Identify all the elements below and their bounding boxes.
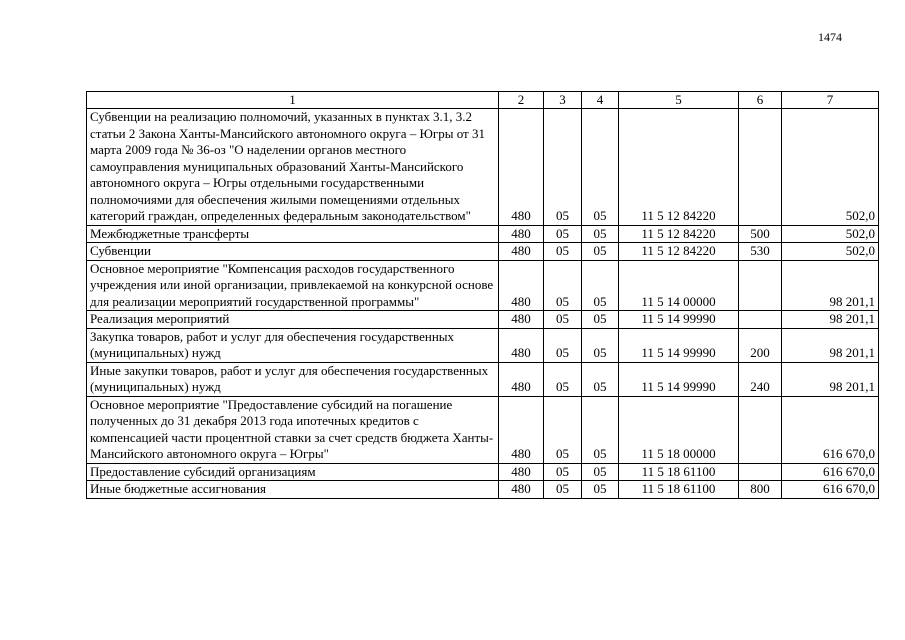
- row-description: Субвенции: [87, 243, 499, 261]
- row-col-6: [739, 260, 782, 311]
- row-col-7: 616 670,0: [782, 481, 879, 499]
- row-col-4: 05: [582, 109, 619, 226]
- row-description: Субвенции на реализацию полномочий, указанных в пунктах 3.1, 3.2 статьи 2 Закона Ханты-Мансийского автономного округа – Югры от 31 марта 2009 года № 36-оз "О наделении органов местного самоуправления муниципальных образований Ханты-Мансийского автономного округа – Югры отдельными государственными полномочиями для обеспечения жилыми помещениями отдельных категорий граждан, определенных федеральным законодательством": [87, 109, 499, 226]
- row-col-4: 05: [582, 362, 619, 396]
- row-col-3: 05: [544, 481, 582, 499]
- header-col-1: 1: [87, 92, 499, 109]
- table-body: [87, 92, 879, 499]
- row-description: Предоставление субсидий организациям: [87, 463, 499, 481]
- row-description: Иные бюджетные ассигнования: [87, 481, 499, 499]
- header-row: [87, 92, 879, 109]
- row-description: Основное мероприятие "Предоставление субсидий на погашение полученных до 31 декабря 2013 года ипотечных кредитов с компенсацией части процентной ставки за счет средств бюджета Ханты-Мансийского автономного округа – Югры": [87, 396, 499, 463]
- header-col-4: 4: [582, 92, 619, 109]
- row-col-2: 480: [499, 463, 544, 481]
- row-col-2: 480: [499, 225, 544, 243]
- row-col-7: 98 201,1: [782, 328, 879, 362]
- row-col-4: 05: [582, 396, 619, 463]
- row-col-5: 11 5 12 84220: [619, 109, 739, 226]
- row-description: Иные закупки товаров, работ и услуг для обеспечения государственных (муниципальных) нужд: [87, 362, 499, 396]
- row-description: Реализация мероприятий: [87, 311, 499, 329]
- table-row: [87, 362, 879, 396]
- table-row: [87, 311, 879, 329]
- row-col-5: 11 5 14 99990: [619, 311, 739, 329]
- row-col-6: 800: [739, 481, 782, 499]
- row-col-4: 05: [582, 463, 619, 481]
- row-col-7: 502,0: [782, 225, 879, 243]
- row-col-7: 616 670,0: [782, 463, 879, 481]
- row-col-3: 05: [544, 225, 582, 243]
- table-row: [87, 396, 879, 463]
- table-row: [87, 225, 879, 243]
- row-col-2: 480: [499, 362, 544, 396]
- row-col-4: 05: [582, 328, 619, 362]
- table-row: [87, 260, 879, 311]
- row-col-5: 11 5 12 84220: [619, 243, 739, 261]
- row-col-5: 11 5 14 99990: [619, 328, 739, 362]
- row-description: Основное мероприятие "Компенсация расходов государственного учреждения или иной организации, привлекаемой на конкурсной основе для реализации мероприятий государственной программы": [87, 260, 499, 311]
- row-col-3: 05: [544, 463, 582, 481]
- row-col-3: 05: [544, 362, 582, 396]
- row-col-5: 11 5 18 00000: [619, 396, 739, 463]
- row-col-3: 05: [544, 328, 582, 362]
- header-col-3: 3: [544, 92, 582, 109]
- row-col-6: [739, 463, 782, 481]
- row-col-6: 200: [739, 328, 782, 362]
- table-row: [87, 243, 879, 261]
- row-col-3: 05: [544, 311, 582, 329]
- header-col-6: 6: [739, 92, 782, 109]
- row-col-2: 480: [499, 311, 544, 329]
- header-col-2: 2: [499, 92, 544, 109]
- row-col-7: 616 670,0: [782, 396, 879, 463]
- row-col-7: 98 201,1: [782, 311, 879, 329]
- row-col-5: 11 5 18 61100: [619, 463, 739, 481]
- row-col-7: 98 201,1: [782, 260, 879, 311]
- page-number: 1474: [818, 30, 842, 44]
- row-col-6: [739, 109, 782, 226]
- table-row: [87, 328, 879, 362]
- row-col-5: 11 5 12 84220: [619, 225, 739, 243]
- row-col-6: 530: [739, 243, 782, 261]
- row-description: Закупка товаров, работ и услуг для обеспечения государственных (муниципальных) нужд: [87, 328, 499, 362]
- table-row: [87, 463, 879, 481]
- row-col-5: 11 5 14 99990: [619, 362, 739, 396]
- row-col-6: [739, 396, 782, 463]
- row-col-3: 05: [544, 260, 582, 311]
- header-col-7: 7: [782, 92, 879, 109]
- row-col-4: 05: [582, 481, 619, 499]
- row-col-2: 480: [499, 260, 544, 311]
- row-col-2: 480: [499, 396, 544, 463]
- row-col-6: [739, 311, 782, 329]
- row-col-4: 05: [582, 225, 619, 243]
- row-col-3: 05: [544, 243, 582, 261]
- row-col-2: 480: [499, 481, 544, 499]
- header-col-5: 5: [619, 92, 739, 109]
- row-col-3: 05: [544, 396, 582, 463]
- row-col-4: 05: [582, 311, 619, 329]
- row-col-6: 240: [739, 362, 782, 396]
- row-col-7: 98 201,1: [782, 362, 879, 396]
- row-col-7: 502,0: [782, 243, 879, 261]
- row-col-4: 05: [582, 243, 619, 261]
- row-description: Межбюджетные трансферты: [87, 225, 499, 243]
- row-col-7: 502,0: [782, 109, 879, 226]
- row-col-5: 11 5 18 61100: [619, 481, 739, 499]
- row-col-2: 480: [499, 109, 544, 226]
- row-col-2: 480: [499, 243, 544, 261]
- row-col-5: 11 5 14 00000: [619, 260, 739, 311]
- table-row: [87, 109, 879, 226]
- row-col-3: 05: [544, 109, 582, 226]
- row-col-6: 500: [739, 225, 782, 243]
- budget-table: [86, 91, 879, 499]
- row-col-2: 480: [499, 328, 544, 362]
- table-row: [87, 481, 879, 499]
- row-col-4: 05: [582, 260, 619, 311]
